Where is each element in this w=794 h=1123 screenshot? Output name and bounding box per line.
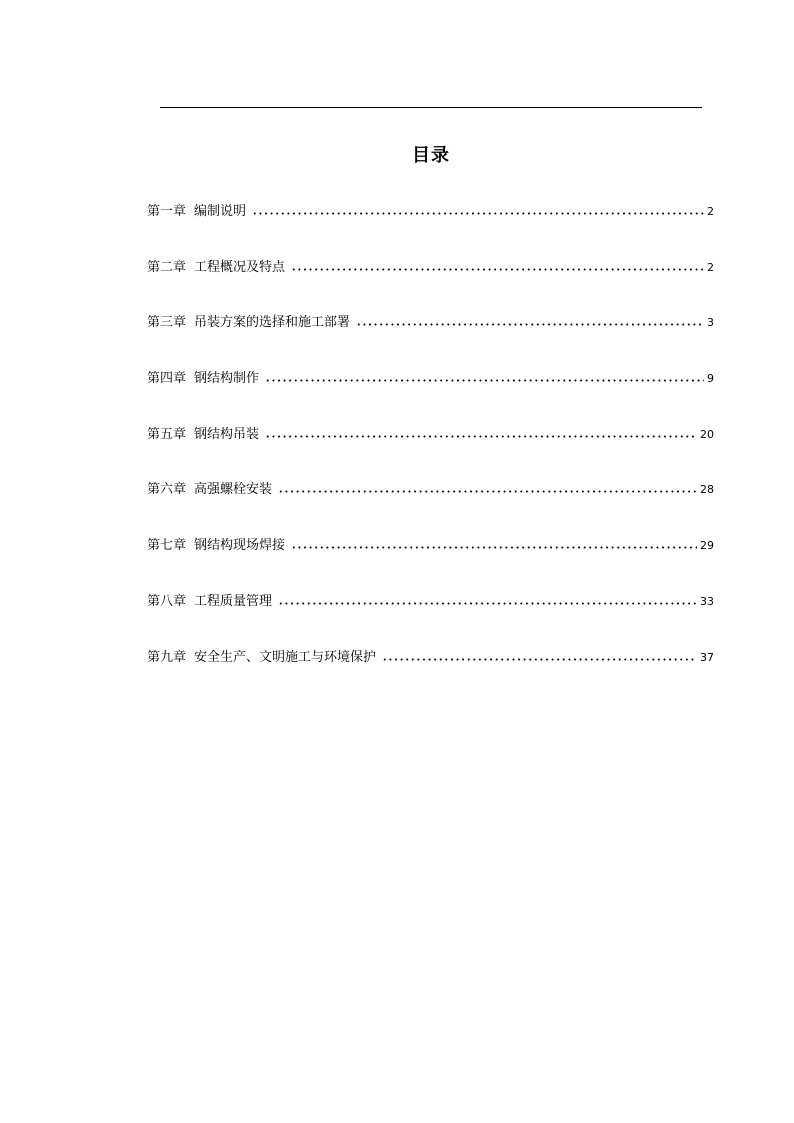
toc-dot-leader bbox=[382, 649, 697, 661]
toc-entry[interactable] bbox=[147, 313, 714, 369]
toc-page-number: 2 bbox=[707, 205, 714, 218]
toc-chapter-number: 第三章 bbox=[147, 315, 187, 331]
toc-page-number: 3 bbox=[707, 316, 714, 330]
toc-heading: 工程质量管理 bbox=[194, 593, 273, 609]
toc-page-number: 33 bbox=[700, 594, 714, 608]
toc-page-number: 20 bbox=[700, 427, 714, 441]
toc-dot-leader bbox=[265, 426, 697, 438]
toc-page-number: 29 bbox=[700, 539, 714, 553]
toc-chapter-number: 第二章 bbox=[147, 259, 187, 275]
toc-heading: 钢结构制作 bbox=[194, 371, 260, 387]
toc-heading: 吊装方案的选择和施工部署 bbox=[194, 315, 351, 331]
toc-chapter-number: 第一章 bbox=[147, 204, 187, 219]
toc-heading: 钢结构吊装 bbox=[194, 426, 260, 442]
toc-page-number: 28 bbox=[700, 483, 714, 497]
toc-entry[interactable] bbox=[147, 258, 714, 314]
toc-chapter-number: 第四章 bbox=[147, 371, 187, 387]
header-rule bbox=[160, 107, 702, 108]
toc-entry[interactable] bbox=[147, 202, 714, 258]
toc-entry[interactable] bbox=[147, 425, 714, 481]
toc-heading: 安全生产、文明施工与环境保护 bbox=[194, 649, 377, 665]
toc-page-number: 2 bbox=[707, 260, 714, 274]
toc-heading: 钢结构现场焊接 bbox=[194, 538, 286, 554]
table-of-contents bbox=[147, 202, 714, 703]
toc-dot-leader bbox=[278, 593, 697, 605]
toc-dot-leader bbox=[356, 314, 704, 326]
toc-entry[interactable] bbox=[147, 480, 714, 536]
toc-entry[interactable] bbox=[147, 536, 714, 592]
toc-chapter-number: 第九章 bbox=[147, 649, 187, 665]
toc-dot-leader bbox=[278, 481, 697, 493]
toc-dot-leader bbox=[291, 537, 697, 549]
toc-chapter-number: 第八章 bbox=[147, 593, 187, 609]
toc-entry[interactable] bbox=[147, 648, 714, 704]
toc-page-number: 9 bbox=[707, 372, 714, 386]
toc-chapter-number: 第五章 bbox=[147, 426, 187, 442]
toc-dot-leader bbox=[265, 370, 704, 382]
page-title: 目录 bbox=[412, 145, 450, 166]
toc-heading: 工程概况及特点 bbox=[194, 259, 286, 275]
toc-chapter-number: 第七章 bbox=[147, 538, 187, 554]
toc-heading: 高强螺栓安装 bbox=[194, 482, 273, 498]
toc-chapter-number: 第六章 bbox=[147, 482, 187, 498]
toc-page-number: 37 bbox=[700, 650, 714, 664]
toc-heading: 编制说明 bbox=[194, 204, 247, 219]
toc-dot-leader bbox=[252, 203, 704, 215]
toc-entry[interactable] bbox=[147, 592, 714, 648]
toc-dot-leader bbox=[291, 259, 704, 271]
toc-entry[interactable] bbox=[147, 369, 714, 425]
